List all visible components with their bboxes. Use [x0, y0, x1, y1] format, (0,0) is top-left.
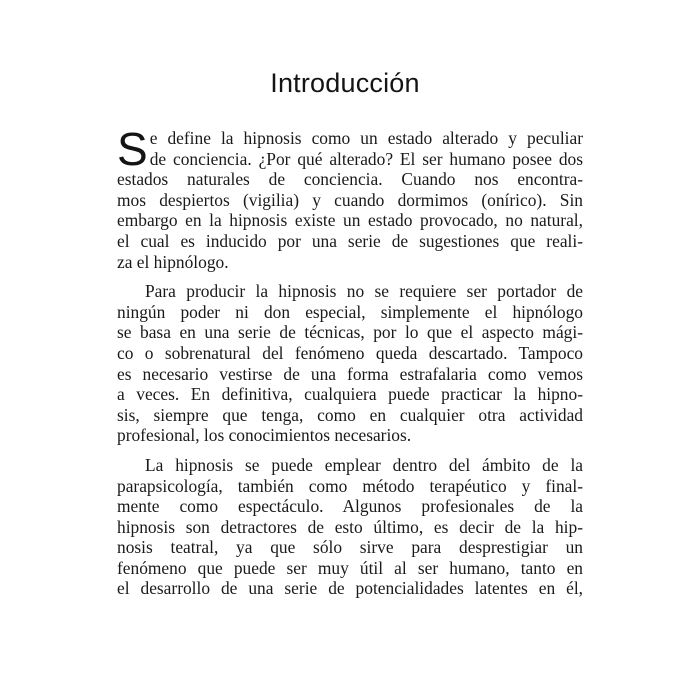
text-line: el desarrollo de una serie de potencialidades latentes en él,: [117, 578, 583, 599]
text-line: embargo en la hipnosis existe un estado provocado, no natural,: [117, 210, 583, 231]
chapter-title: Introducción: [270, 68, 420, 98]
text-line: ningún poder ni don especial, simplemente el hipnólogo: [117, 301, 583, 322]
paragraph-1: [117, 123, 583, 272]
paragraph-2: [117, 281, 583, 446]
text-line: de conciencia. ¿Por qué alterado? El ser humano posee dos: [149, 148, 583, 169]
text-line: co o sobrenatural del fenómeno queda descartado. Tampoco: [117, 342, 583, 363]
text-line: mos despiertos (vigilia) y cuando dormimos (onírico). Sin: [117, 189, 583, 210]
text-line: nosis teatral, ya que sólo sirve para desprestigiar un: [117, 537, 583, 558]
text-line: es necesario vestirse de una forma estrafalaria como vemos: [117, 363, 583, 384]
body-text: [117, 123, 583, 599]
text-line: mente como espectáculo. Algunos profesionales de la: [117, 496, 583, 517]
text-line: e define la hipnosis como un estado alterado y peculiar: [149, 128, 583, 148]
text-line: parapsicología, también como método terapéutico y final-: [117, 475, 583, 496]
text-line: a veces. En definitiva, cualquiera puede practicar la hipno-: [117, 384, 583, 405]
text-line: profesional, los conocimientos necesarios.: [117, 425, 412, 446]
text-line: za el hipnólogo.: [117, 251, 229, 272]
text-line: hipnosis son detractores de esto último, es decir de la hip-: [117, 516, 583, 537]
text-line: sis, siempre que tenga, como en cualquier otra actividad: [117, 404, 583, 425]
text-line: La hipnosis se puede emplear dentro del ámbito de la: [145, 454, 583, 475]
text-line: estados naturales de conciencia. Cuando nos encontra-: [117, 169, 583, 190]
text-line: el cual es inducido por una serie de sugestiones que reali-: [117, 230, 583, 251]
text-line: Para producir la hipnosis no se requiere ser portador de: [145, 281, 583, 302]
paragraph-3: [117, 455, 583, 599]
drop-cap: S: [117, 123, 148, 175]
text-line: se basa en una serie de técnicas, por lo que el aspecto mági-: [117, 322, 583, 343]
text-line: fenómeno que puede ser muy útil al ser humano, tanto en: [117, 557, 583, 578]
